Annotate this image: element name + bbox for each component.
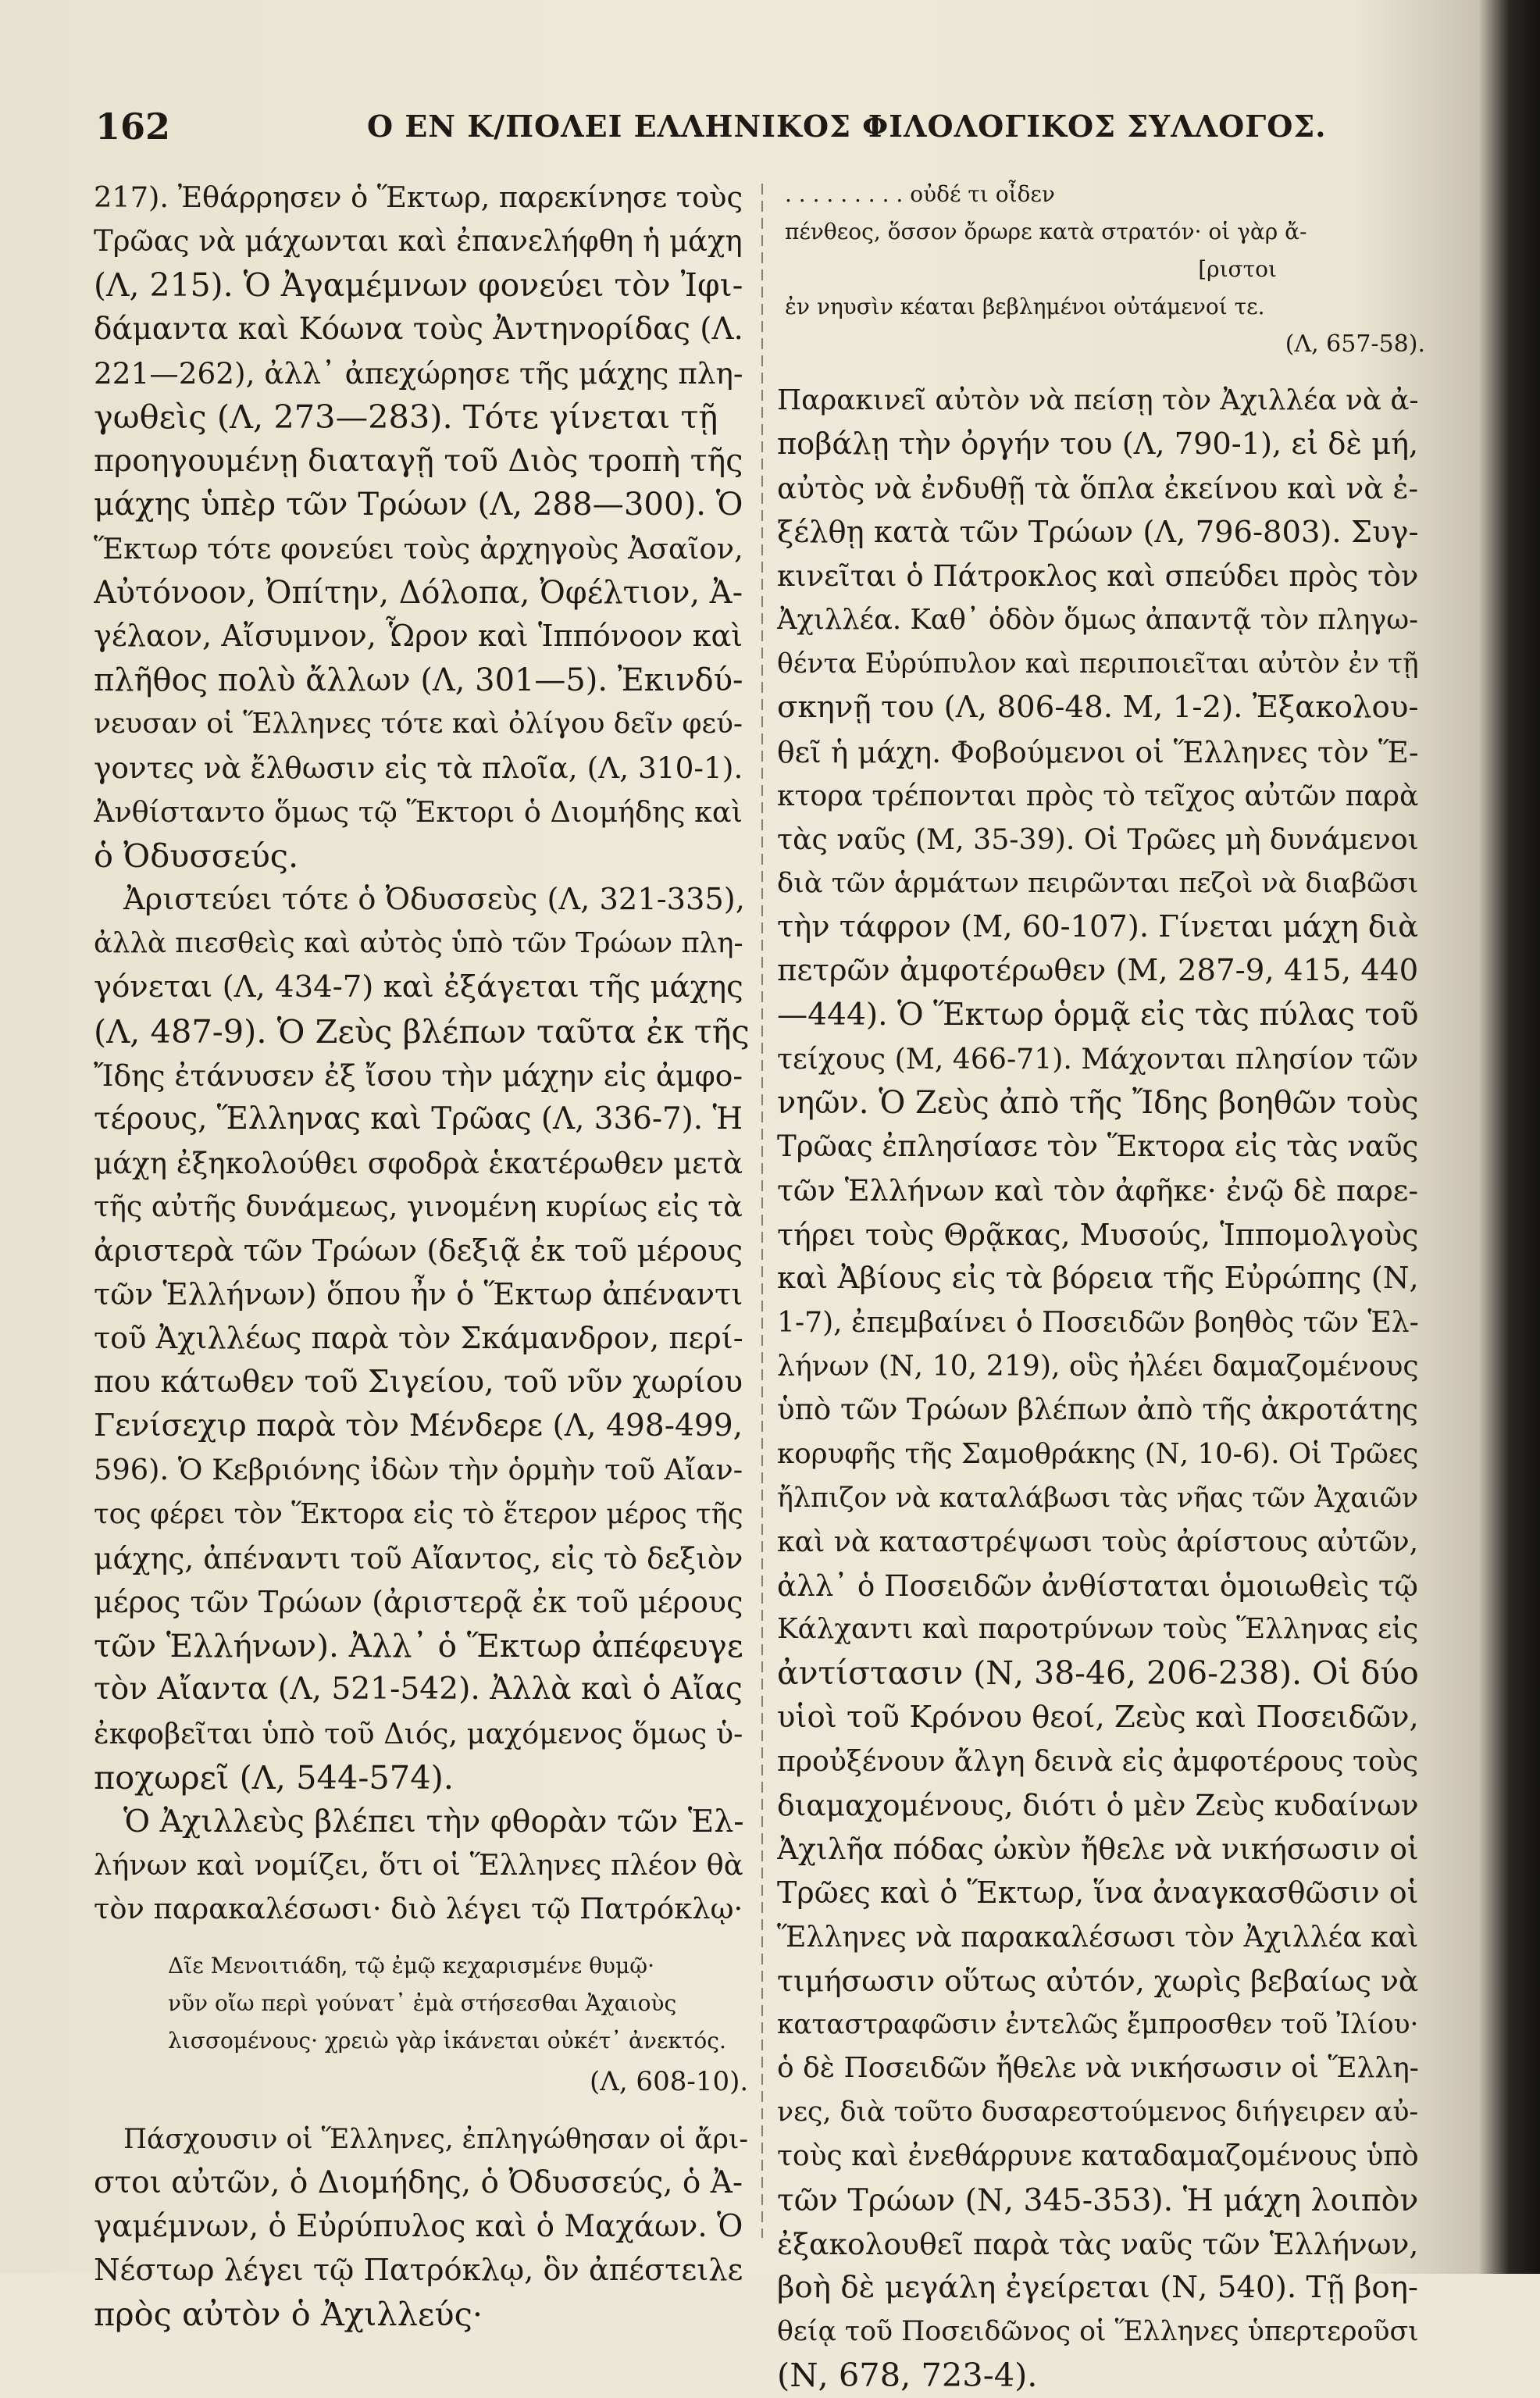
text-line: —444). Ὁ Ἕκτωρ ὁρμᾷ εἰς τὰς πύλας τοῦ (777, 997, 1419, 1033)
text-line: (Λ, 215). Ὁ Ἀγαμέμνων φονεύει τὸν Ἰφι- (94, 266, 743, 305)
text-line: 596). Ὁ Κεβριόνης ἰδὼν τὴν ὁρμὴν τοῦ Αἴαν- (94, 1453, 743, 1487)
text-line: ὁ δὲ Ποσειδῶν ἤθελε νὰ νικήσωσιν οἱ Ἕλλη- (777, 2052, 1419, 2085)
paragraph (94, 1800, 750, 1932)
text-line: Δῖε Μενοιτιάδη, τῷ ἐμῷ κεχαρισμένε θυμῷ· (168, 1952, 654, 1979)
verse-quote (777, 176, 1425, 363)
text-line: ἤλπιζον νὰ καταλάβωσι τὰς νῆας τῶν Ἀχαιῶν (777, 1482, 1419, 1514)
text-line: τιμήσωσιν οὕτως αὐτόν, χωρὶς βεβαίως νὰ (777, 1963, 1419, 1998)
text-line: . . . . . . . . . οὐδέ τι οἶδεν (785, 181, 1055, 207)
text-line: νευσαν οἱ Ἕλληνες τότε καὶ ὀλίγου δεῖν φεύ- (94, 708, 743, 740)
text-line: ἀλλὰ πιεσθεὶς καὶ αὐτὸς ὑπὸ τῶν Τρώων πλη- (94, 927, 743, 960)
text-line: τέρους, Ἕλληνας καὶ Τρῶας (Λ, 336-7). Ἡ (94, 1101, 743, 1137)
text-line: τήρει τοὺς Θρᾷκας, Μυσούς, Ἱππομολγοὺς (777, 1217, 1419, 1252)
text-line: αὐτὸς νὰ ἐνδυθῇ τὰ ὅπλα ἐκείνου καὶ νὰ ἐ- (777, 471, 1419, 506)
text-line: ἀντίστασιν (Ν, 38-46, 206-238). Οἱ δύο (777, 1654, 1419, 1693)
text-line: ἐν νηυσὶν κέαται βεβλημένοι οὐτάμενοί τε. (785, 294, 1265, 319)
text-line: 217). Ἐθάρρησεν ὁ Ἕκτωρ, παρεκίνησε τοὺς (94, 180, 743, 214)
verse-lines (168, 1947, 750, 2060)
text-line: τῶν Τρώων (Ν, 345-353). Ἡ μάχη λοιπὸν (777, 2182, 1419, 2218)
text-line: 1-7), ἐπεμβαίνει ὁ Ποσειδῶν βοηθὸς τῶν Ἑλ- (777, 1305, 1419, 1339)
text-line: (Ν, 678, 723-4). (777, 2356, 1038, 2395)
page-header (86, 105, 1327, 152)
text-line: Κάλχαντι καὶ παροτρύνων τοὺς Ἕλληνας εἰς (777, 1613, 1419, 1646)
text-line: νηῶν. Ὁ Ζεὺς ἀπὸ τῆς Ἴδης βοηθῶν τοὺς (777, 1085, 1419, 1121)
text-line: τοὺς καὶ ἐνεθάρρυνε καταδαμαζομένους ὑπὸ (777, 2139, 1419, 2172)
text-line: Τρῶας νὰ μάχωνται καὶ ἐπανελήφθη ἡ μάχη (94, 224, 743, 259)
column-divider (761, 184, 763, 2238)
text-line: μάχης ὑπὲρ τῶν Τρώων (Λ, 288—300). Ὁ (94, 487, 743, 523)
text-line: ἐξακολουθεῖ παρὰ τὰς ναῦς τῶν Ἑλλήνων, (777, 2226, 1419, 2261)
text-line: κινεῖται ὁ Πάτροκλος καὶ σπεύδει πρὸς τὸν (777, 558, 1419, 593)
text-line: Παρακινεῖ αὐτὸν νὰ πείσῃ τὸν Ἀχιλλέα νὰ ἀ- (777, 384, 1419, 416)
text-line: Αὐτόνοον, Ὀπίτην, Δόλοπα, Ὀφέλτιον, Ἀ- (94, 574, 743, 611)
text-line: μέρος τῶν Τρώων (ἀριστερᾷ ἐκ τοῦ μέρους (94, 1585, 743, 1619)
text-line: 221—262), ἀλλ᾽ ἀπεχώρησε τῆς μάχης πλη- (94, 355, 743, 391)
text-line: θεῖ ἡ μάχη. Φοβούμενοι οἱ Ἕλληνες τὸν Ἕ- (777, 734, 1419, 769)
text-line: γόνεται (Λ, 434-7) καὶ ἐξάγεται τῆς μάχης (94, 969, 743, 1005)
text-line: Τρῶες καὶ ὁ Ἕκτωρ, ἵνα ἀναγκασθῶσιν οἱ (777, 1875, 1419, 1911)
text-line: καὶ Ἀβίους εἰς τὰ βόρεια τῆς Εὐρώπης (Ν, (777, 1260, 1419, 1296)
text-line: κορυφῆς τῆς Σαμοθράκης (Ν, 10-6). Οἱ Τρῶες (777, 1437, 1419, 1470)
text-line: Πάσχουσιν οἱ Ἕλληνες, ἐπληγώθησαν οἱ ἄρι- (123, 2123, 749, 2155)
text-line: ποχωρεῖ (Λ, 544-574). (94, 1757, 454, 1797)
text-line: γωθεὶς (Λ, 273—283). Τότε γίνεται τῇ (94, 397, 718, 436)
text-line: τῆς αὐτῆς δυνάμεως, γινομένη κυρίως εἰς τὰ (94, 1190, 743, 1224)
text-line: τὰς ναῦς (Μ, 35-39). Οἱ Τρῶες μὴ δυνάμενοι (777, 822, 1419, 856)
text-line: τείχους (Μ, 466-71). Μάχονται πλησίον τῶν (777, 1041, 1419, 1076)
paragraph (777, 379, 1425, 2398)
text-line: μάχης, ἀπέναντι τοῦ Αἴαντος, εἰς τὸ δεξιὸν (94, 1540, 743, 1575)
text-line: Τρῶας ἐπλησίασε τὸν Ἕκτορα εἰς τὰς ναῦς (777, 1129, 1419, 1164)
text-line: τὸν Αἴαντα (Λ, 521-542). Ἀλλὰ καὶ ὁ Αἴας (94, 1672, 743, 1708)
text-line: πλῆθος πολὺ ἄλλων (Λ, 301—5). Ἐκινδύ- (94, 662, 743, 699)
verse-lines (785, 176, 1425, 326)
text-line: θείᾳ τοῦ Ποσειδῶνος οἱ Ἕλληνες ὑπερτεροῦσι (777, 2316, 1419, 2348)
right-column (777, 176, 1425, 2398)
text-line: Ὁ Ἀχιλλεὺς βλέπει τὴν φθορὰν τῶν Ἑλ- (123, 1803, 744, 1840)
text-line: Ἀριστεύει τότε ὁ Ὀδυσσεὺς (Λ, 321-335), (123, 882, 745, 917)
text-line: τῶν Ἑλλήνων καὶ τὸν ἀφῆκε· ἐνῷ δὲ παρε- (777, 1173, 1419, 1208)
text-line: κτορα τρέπονται πρὸς τὸ τεῖχος αὐτῶν παρὰ (777, 778, 1419, 812)
text-line: ὁ Ὀδυσσεύς. (94, 836, 299, 875)
text-line: θέντα Εὐρύπυλον καὶ περιποιεῖται αὐτὸν ἐν τῇ (777, 648, 1419, 680)
text-line: νῦν οἴω περὶ γούνατ᾽ ἐμὰ στήσεσθαι Ἀχαιοὺς (168, 1989, 677, 2016)
text-line: σκηνῇ του (Λ, 806-48. Μ, 1-2). Ἐξακολου- (777, 690, 1419, 726)
text-line: τῶν Ἑλλήνων) ὅπου ἦν ὁ Ἕκτωρ ἀπέναντι (94, 1276, 743, 1312)
text-line: μάχη ἐξηκολούθει σφοδρὰ ἑκατέρωθεν μετὰ (94, 1146, 743, 1181)
text-line: πετρῶν ἀμφοτέρωθεν (Μ, 287-9, 415, 440 (777, 953, 1419, 989)
text-line: προηγουμένῃ διαταγῇ τοῦ Διὸς τροπὴ τῆς (94, 443, 743, 480)
text-line: πρὸς αὐτὸν ὁ Ἀχιλλεύς· (94, 2295, 483, 2334)
text-line: (Λ, 487-9). Ὁ Ζεὺς βλέπων ταῦτα ἐκ τῆς (94, 1012, 750, 1051)
text-line: ποβάλῃ τὴν ὀργήν του (Λ, 790-1), εἰ δὲ μή, (777, 426, 1419, 462)
text-line: Ἕκτωρ τότε φονεύει τοὺς ἀρχηγοὺς Ἀσαῖον, (94, 531, 743, 566)
running-title: Ο ΕΝ Κ/ΠΟΛΕΙ ΕΛΛΗΝΙΚΟΣ ΦΙΛΟΛΟΓΙΚΟΣ ΣΥΛΛΟΓΟΣ. (367, 109, 1327, 144)
text-line: πένθεος, ὅσσον ὄρωρε κατὰ στρατόν· οἱ γὰρ ἄ- (785, 219, 1307, 244)
text-line: ξέλθῃ κατὰ τῶν Τρώων (Λ, 796-803). Συγ- (777, 514, 1419, 550)
text-line: διὰ τῶν ἁρμάτων πειρῶνται πεζοὶ νὰ διαβῶσι (777, 867, 1419, 900)
text-line: Ἀχιλλέα. Καθ᾽ ὁδὸν ὅμως ἀπαντᾷ τὸν πληγω- (777, 603, 1419, 636)
text-line: ὑπὸ τῶν Τρώων βλέπων ἀπὸ τῆς ἀκροτάτης (777, 1393, 1419, 1427)
text-line: λήνων (Ν, 10, 219), οὓς ἠλέει δαμαζομένους (777, 1349, 1419, 1383)
text-line: καταστραφῶσιν ἐντελῶς ἔμπροσθεν τοῦ Ἰλίου· (777, 2008, 1419, 2040)
text-line: στοι αὐτῶν, ὁ Διομήδης, ὁ Ὀδυσσεύς, ὁ Ἀ- (94, 2164, 743, 2200)
text-line: ἐκφοβεῖται ὑπὸ τοῦ Διός, μαχόμενος ὅμως ὑ- (94, 1716, 743, 1750)
text-line: καὶ νὰ καταστρέψωσι τοὺς ἀρίστους αὐτῶν, (777, 1524, 1419, 1558)
paragraph (94, 176, 750, 878)
text-line: ἀλλ᾽ ὁ Ποσειδῶν ἀνθίσταται ὁμοιωθεὶς τῷ (777, 1568, 1418, 1604)
paragraph (94, 2118, 750, 2337)
text-line: Ἴδης ἐτάνυσεν ἐξ ἴσου τὴν μάχην εἰς ἀμφο- (94, 1058, 743, 1093)
text-line: Ἀνθίσταντο ὅμως τῷ Ἕκτορι ὁ Διομήδης καὶ (94, 794, 743, 829)
text-line: που κάτωθεν τοῦ Σιγείου, τοῦ νῦν χωρίου (94, 1365, 743, 1401)
text-line: γοντες νὰ ἔλθωσιν εἰς τὰ πλοῖα, (Λ, 310-1). (94, 751, 743, 786)
text-line: προὐξένουν ἄλγη δεινὰ εἰς ἀμφοτέρους τοὺς (777, 1743, 1419, 1778)
text-line: τὸν παρακαλέσωσι· διὸ λέγει τῷ Πατρόκλῳ· (94, 1892, 743, 1926)
text-line: γέλαον, Αἴσυμνον, Ὧρον καὶ Ἱππόνοον καὶ (94, 618, 743, 654)
verse-citation: (Λ, 657-58). (1285, 330, 1425, 358)
text-line: τὴν τάφρον (Μ, 60-107). Γίνεται μάχη διὰ (777, 909, 1418, 945)
text-line: γαμέμνων, ὁ Εὐρύπυλος καὶ ὁ Μαχάων. Ὁ (94, 2209, 743, 2245)
text-line: λήνων καὶ νομίζει, ὅτι οἱ Ἕλληνες πλέον θὰ (94, 1848, 743, 1882)
text-line: ἀριστερὰ τῶν Τρώων (δεξιᾷ ἐκ τοῦ μέρους (94, 1233, 743, 1269)
text-line: βοὴ δὲ μεγάλη ἐγείρεται (Ν, 540). Τῇ βοη- (777, 2270, 1419, 2306)
text-line: υἱοὶ τοῦ Κρόνου θεοί, Ζεὺς καὶ Ποσειδῶν, (777, 1699, 1419, 1735)
text-line: λισσομένους· χρειὼ γὰρ ἱκάνεται οὐκέτ᾽ ἀνεκτός. (168, 2027, 726, 2054)
verse-citation: (Λ, 608-10). (590, 2065, 749, 2097)
left-column (94, 176, 750, 2337)
text-line: τοῦ Ἀχιλλέως παρὰ τὸν Σκάμανδρον, περί- (94, 1320, 743, 1356)
verse-quote (94, 1947, 750, 2104)
text-line: Γενίσεχιρ παρὰ τὸν Μένδερε (Λ, 498-499, (94, 1408, 743, 1444)
text-line: Ἀχιλῆα πόδας ὠκὺν ἤθελε νὰ νικήσωσιν οἱ (777, 1832, 1419, 1867)
text-line: τῶν Ἑλλήνων). Ἀλλ᾽ ὁ Ἕκτωρ ἀπέφευγε (94, 1627, 743, 1665)
text-line: νες, διὰ τοῦτο δυσαρεστούμενος διήγειρεν αὐ- (777, 2096, 1419, 2129)
page-number: 162 (95, 105, 171, 148)
text-line: τος φέρει τὸν Ἕκτορα εἰς τὸ ἕτερον μέρος τῆς (94, 1497, 743, 1530)
text-line: δάμαντα καὶ Κόωνα τοὺς Ἀντηνορίδας (Λ. (94, 311, 743, 347)
text-line: διαμαχομένους, διότι ὁ μὲν Ζεὺς κυδαίνων (777, 1788, 1419, 1822)
text-line: Νέστωρ λέγει τῷ Πατρόκλῳ, ὃν ἀπέστειλε (94, 2253, 743, 2289)
text-line: [ριστοι (1198, 256, 1277, 282)
paragraph (94, 878, 750, 1800)
text-line: Ἕλληνες νὰ παρακαλέσωσι τὸν Ἀχιλλέα καὶ (777, 1919, 1419, 1954)
